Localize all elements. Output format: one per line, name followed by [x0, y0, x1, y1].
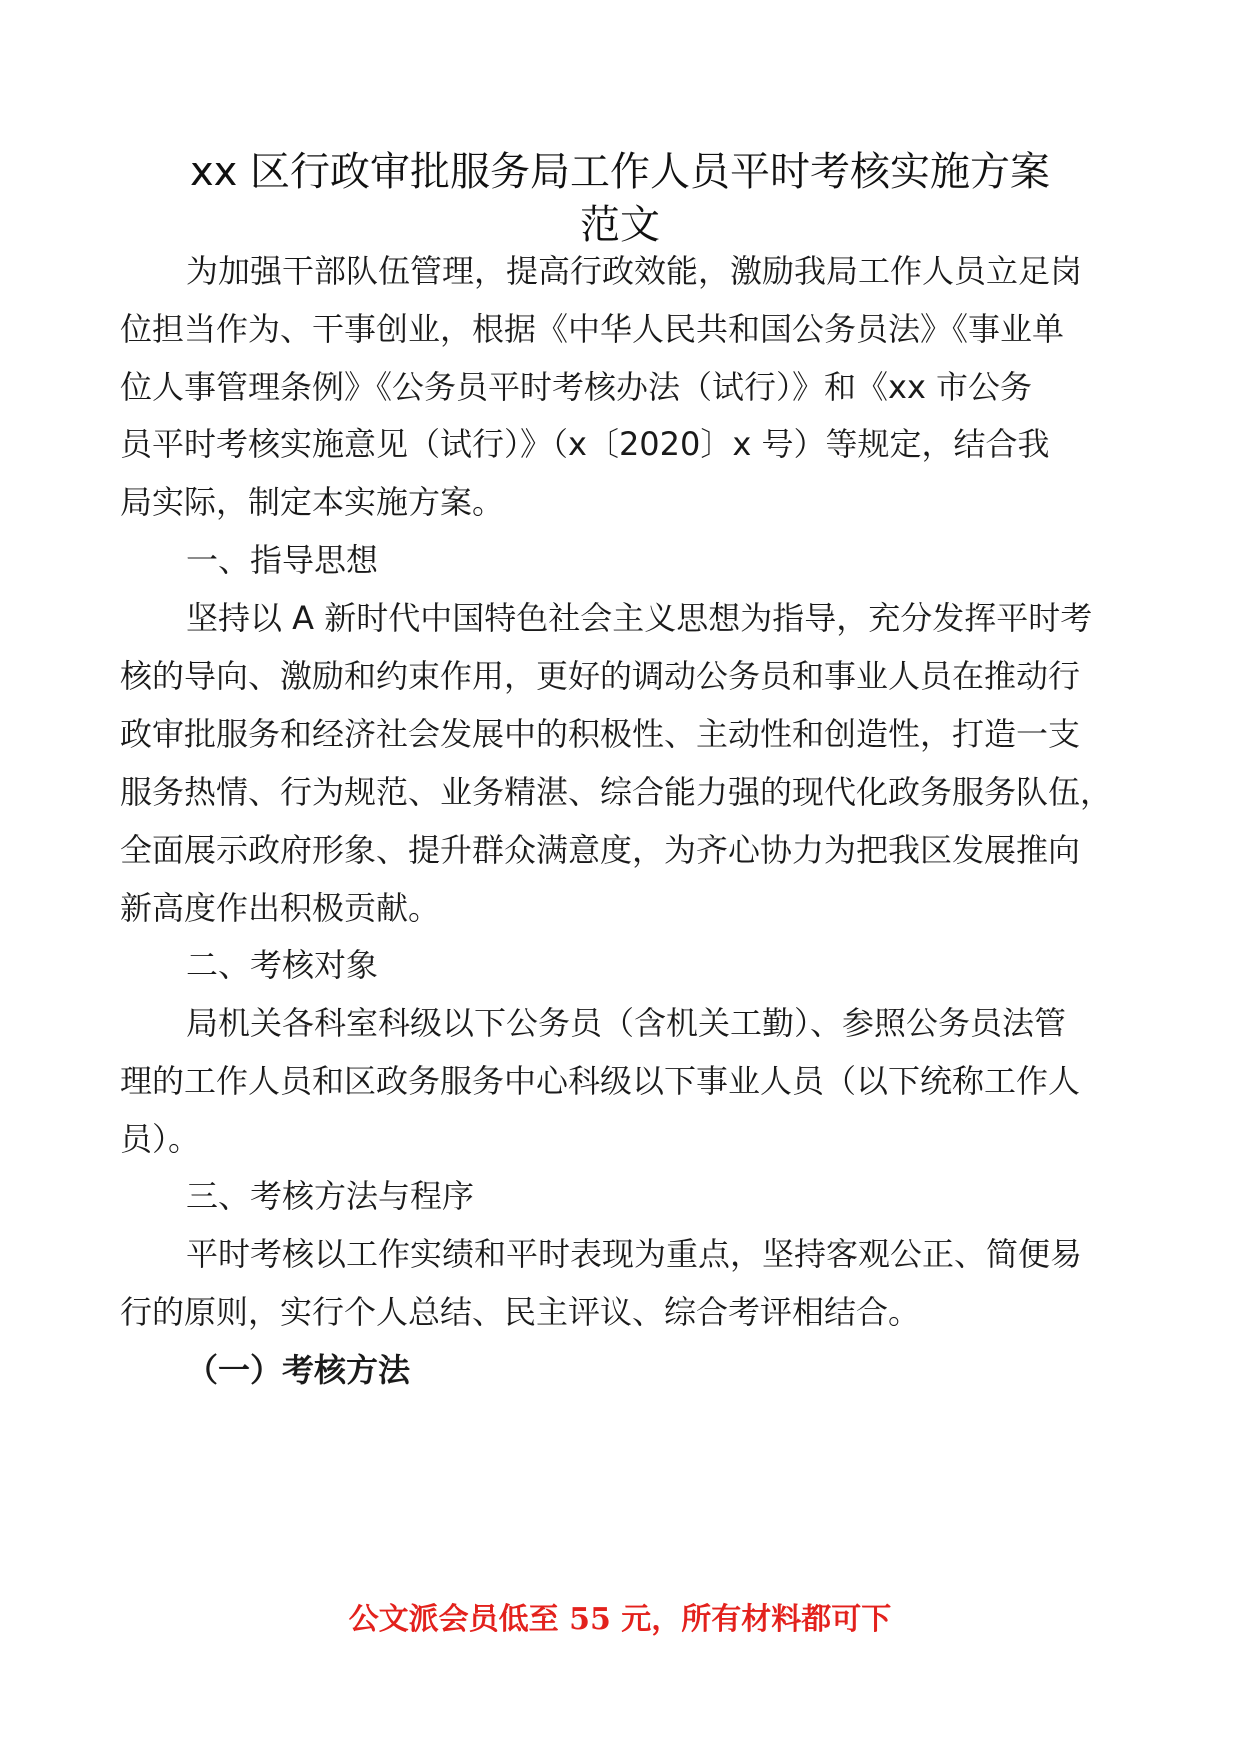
section1-paragraph-line: 坚持以 A 新时代中国特色社会主义思想为指导，充分发挥平时考 [186, 599, 1093, 637]
intro-paragraph-line: 位担当作为、干事创业，根据《中华人民共和国公务员法》《事业单 [120, 310, 1065, 348]
section1-paragraph-line: 新高度作出积极贡献。 [120, 889, 441, 927]
section-heading-assessment-targets: 二、考核对象 [186, 946, 379, 984]
intro-paragraph-line: 局实际，制定本实施方案。 [120, 483, 505, 521]
section3-paragraph-line: 行的原则，实行个人总结、民主评议、综合考评相结合。 [120, 1293, 921, 1331]
section2-paragraph-line: 员）。 [120, 1120, 201, 1158]
section1-paragraph-line: 核的导向、激励和约束作用，更好的调动公务员和事业人员在推动行 [120, 657, 1081, 695]
document-title-line-1: xx 区行政审批服务局工作人员平时考核实施方案 [189, 149, 1051, 195]
section-heading-methods-procedures: 三、考核方法与程序 [186, 1177, 475, 1215]
section2-paragraph-line: 理的工作人员和区政务服务中心科级以下事业人员（以下统称工作人 [120, 1062, 1081, 1100]
document-title-line-2: 范文 [580, 202, 660, 248]
intro-paragraph-line: 为加强干部队伍管理，提高行政效能，激励我局工作人员立足岗 [186, 252, 1083, 290]
intro-paragraph-line: 员平时考核实施意见（试行）》（x〔2020〕x 号）等规定，结合我 [120, 425, 1050, 463]
subsection-heading-assessment-methods: （一）考核方法 [186, 1351, 411, 1389]
promo-banner: 公文派会员低至 55 元，所有材料都可下 [348, 1602, 892, 1637]
section2-paragraph-line: 局机关各科室科级以下公务员（含机关工勤）、参照公务员法管 [186, 1004, 1067, 1042]
intro-paragraph-line: 位人事管理条例》《公务员平时考核办法（试行）》和《xx 市公务 [120, 368, 1033, 406]
section1-paragraph-line: 政审批服务和经济社会发展中的积极性、主动性和创造性，打造一支 [120, 715, 1081, 753]
section1-paragraph-line: 服务热情、行为规范、业务精湛、综合能力强的现代化政务服务队伍， [120, 773, 1113, 811]
section-heading-guiding-thought: 一、指导思想 [186, 541, 379, 579]
section1-paragraph-line: 全面展示政府形象、提升群众满意度，为齐心协力为把我区发展推向 [120, 831, 1081, 869]
section3-paragraph-line: 平时考核以工作实绩和平时表现为重点，坚持客观公正、简便易 [186, 1235, 1083, 1273]
